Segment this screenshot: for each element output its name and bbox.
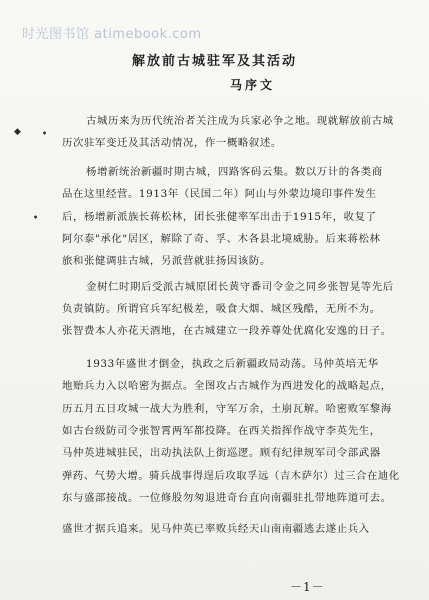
text-line: 盛世才据兵追来。见马仲英已率败兵经天山南南疆逃去遂止兵入	[62, 523, 370, 535]
text-line: 后，杨增新派族长蒋松林，团长张健率军出击于1915年，收复了	[62, 211, 377, 223]
text-line: 古城历来为历代统治者关注成为兵家必争之地。现就解放前古城	[86, 115, 394, 127]
document-title: 解放前古城驻军及其活动	[131, 54, 297, 69]
text-line: 弹药、气势大增。骑兵战事得逞后攻取孚远（吉木萨尔）过三合在迪化	[62, 470, 400, 482]
text-line: 旅和张健调驻古城，另派营就驻扬因该防。	[62, 255, 271, 267]
text-line: 历次驻军变迁及其活动情况，作一概略叙述。	[62, 137, 282, 149]
text-line: 历五月五日攻城一战大为胜利，守军万余，土崩瓦解。哈密败军黎海	[62, 403, 392, 415]
page-number: －1－	[290, 580, 325, 594]
text-line: 杨增新统治新疆时期古城，四路客码云集。数以万计的各类商	[86, 166, 383, 178]
text-line: 张智费本人亦花天酒地，在古城建立一段养尊处优腐化安逸的日子。	[62, 325, 392, 337]
text-line: 地贻兵力入以哈密为据点。全图攻占古城作为西进发化的战略起点，	[62, 380, 392, 392]
text-line: 品在这里经营。1913年（民国二年）阿山与外蒙边境印事件发生	[62, 188, 377, 200]
text-line: 马仲英进城驻民，出动执法队上街巡逻。顾有纪律规军司令部武器	[62, 447, 381, 459]
margin-dot: •	[33, 212, 39, 222]
watermark: 时光图书馆 atimebook.com	[22, 27, 202, 42]
text-line: 如古台级防司令张智霄两军都投降。在西关指挥作战守李英先生，	[62, 425, 381, 437]
text-line: 东与盛部接战。一位修股勿匆退进奇台直向南疆驻扎带地阵道可去。	[62, 492, 392, 504]
text-line: 负责镇防。所谓官兵军纪极差，吸食大烟、城区残酷，无所不为。	[62, 303, 381, 315]
margin-dot: •	[42, 128, 48, 138]
text-line: 阿尔泰"承化"居区，解除了奇、孚、木各县北境威胁。后来蒋松林	[62, 233, 381, 245]
document-author: 马序文	[230, 78, 276, 92]
margin-dot: ◆	[14, 127, 21, 137]
text-line: 金树仁时期后受派古城原团长黄守番司令金之同乡张智晃等先后	[86, 281, 394, 293]
text-line: 1933年盛世才倒金，执政之后新疆政局动荡。马仲英培无华	[86, 358, 379, 370]
